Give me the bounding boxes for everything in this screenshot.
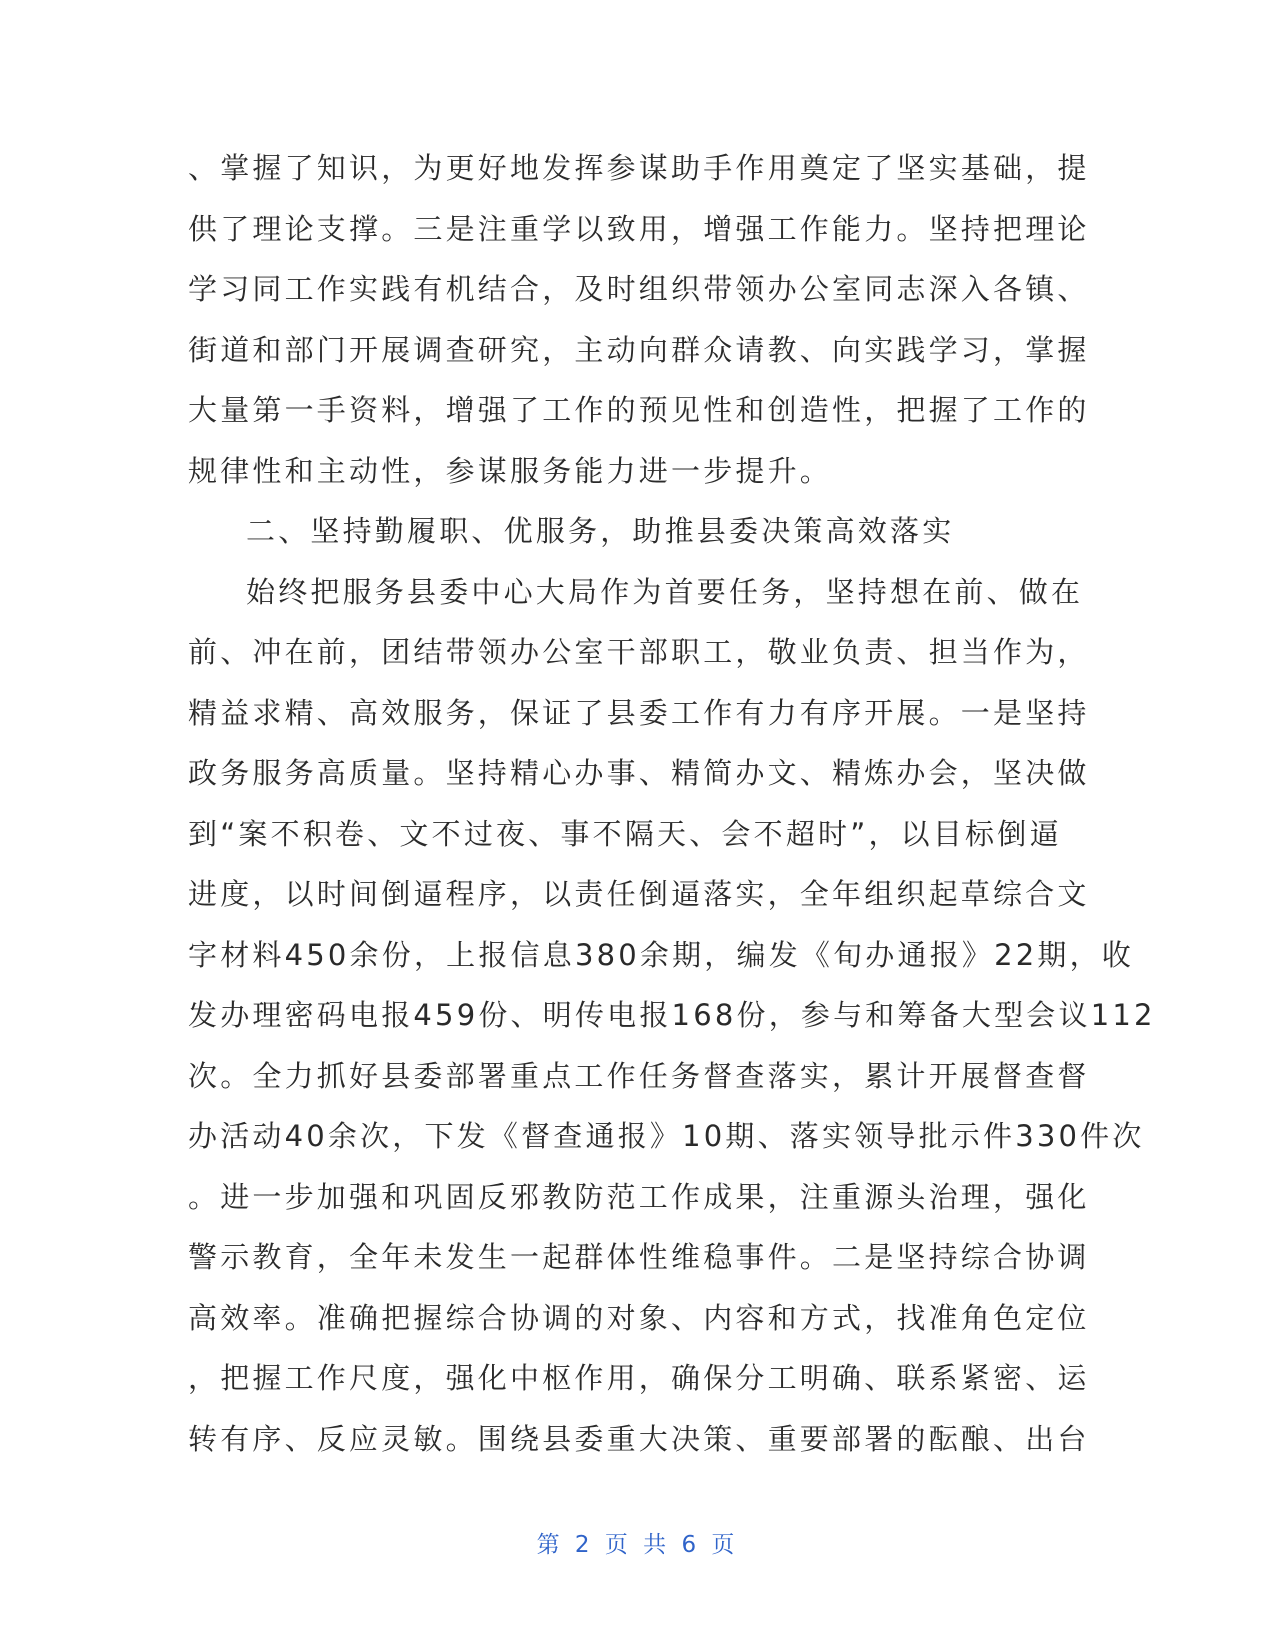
paragraph-first-line: 始终把服务县委中心大局作为首要任务，坚持想在前、做在	[246, 574, 1084, 609]
text-line: 政务服务高质量。坚持精心办事、精简办文、精炼办会，坚决做	[188, 756, 1090, 790]
text-line: 街道和部门开展调查研究，主动向群众请教、向实践学习，掌握	[188, 332, 1090, 367]
text-line: 精益求精、高效服务，保证了县委工作有力有序开展。一是坚持	[188, 695, 1090, 730]
text-line: 字材料450余份，上报信息380余期，编发《旬办通报》22期，收	[188, 937, 1135, 972]
text-line: 进度，以时间倒逼程序，以责任倒逼落实，全年组织起草综合文	[188, 877, 1090, 911]
section-heading: 二、坚持勤履职、优服务，助推县委决策高效落实	[246, 514, 955, 548]
text-line: 办活动40余次，下发《督查通报》10期、落实领导批示件330件次	[188, 1119, 1145, 1153]
text-line: 转有序、反应灵敏。围绕县委重大决策、重要部署的酝酿、出台	[188, 1421, 1090, 1456]
text-line: 大量第一手资料，增强了工作的预见性和创造性，把握了工作的	[188, 393, 1090, 427]
text-line: 供了理论支撑。三是注重学以致用，增强工作能力。坚持把理论	[188, 211, 1090, 246]
text-line: 规律性和主动性，参谋服务能力进一步提升。	[188, 453, 833, 488]
text-line: ，把握工作尺度，强化中枢作用，确保分工明确、联系紧密、运	[188, 1361, 1090, 1395]
page-number-footer: 第 2 页 共 6 页	[536, 1532, 739, 1558]
text-line: 到“案不积卷、文不过夜、事不隔天、会不超时”，以目标倒逼	[188, 816, 1062, 851]
body-text	[188, 138, 1156, 1469]
text-line: 学习同工作实践有机结合，及时组织带领办公室同志深入各镇、	[188, 272, 1090, 306]
text-line: 发办理密码电报459份、明传电报168份，参与和筹备大型会议112	[188, 998, 1156, 1032]
text-line: 高效率。准确把握综合协调的对象、内容和方式，找准角色定位	[188, 1300, 1090, 1335]
text-line: 前、冲在前，团结带领办公室干部职工，敬业负责、担当作为，	[188, 635, 1090, 669]
text-line: 次。全力抓好县委部署重点工作任务督查落实，累计开展督查督	[188, 1058, 1090, 1093]
text-line: 。进一步加强和巩固反邪教防范工作成果，注重源头治理，强化	[188, 1179, 1090, 1214]
text-line: 警示教育，全年未发生一起群体性维稳事件。二是坚持综合协调	[188, 1240, 1090, 1274]
text-line: 、掌握了知识，为更好地发挥参谋助手作用奠定了坚实基础，提	[188, 151, 1090, 185]
